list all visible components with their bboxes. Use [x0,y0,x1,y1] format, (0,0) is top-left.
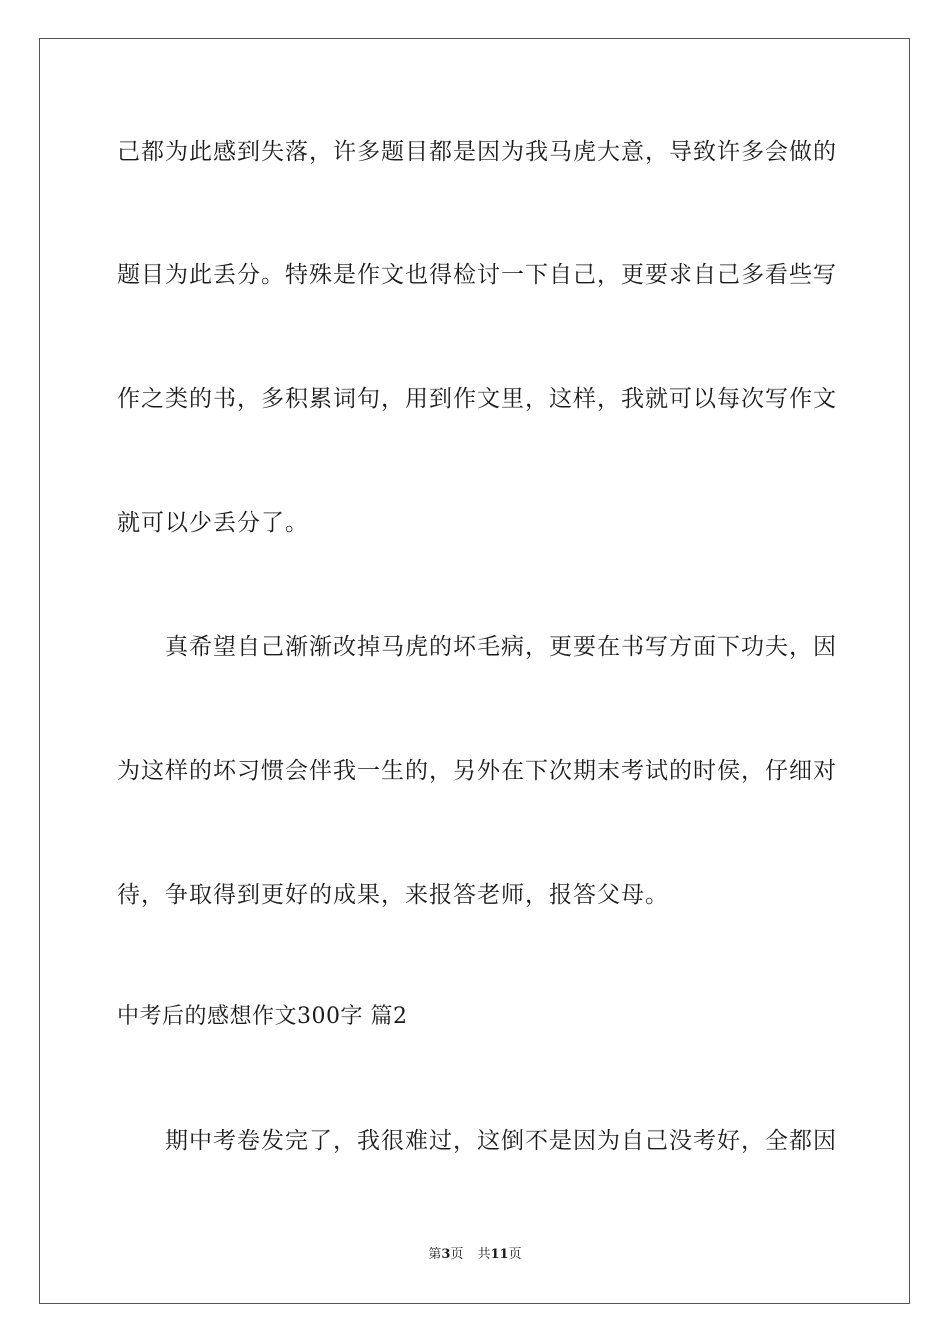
footer-total-suffix: 页 [508,1247,522,1262]
body-line-2: 题目为此丢分。特殊是作文也得检讨一下自己，更要求自己多看些写 [117,262,837,288]
body-line-8: 期中考卷发完了，我很难过，这倒不是因为自己没考好，全都因 [165,1128,837,1154]
footer-page-suffix: 页 [450,1247,464,1262]
section-heading: 中考后的感想作文300字 篇2 [117,1004,408,1029]
body-line-7: 待，争取得到更好的成果，来报答老师，报答父母。 [117,882,669,908]
body-line-1: 己都为此感到失落，许多题目都是因为我马虎大意，导致许多会做的 [117,139,837,165]
body-line-3: 作之类的书，多积累词句，用到作文里，这样，我就可以每次写作文 [117,386,837,412]
footer-page-prefix: 第 [428,1247,442,1262]
body-line-4: 就可以少丢分了。 [117,510,309,536]
footer-page-current: 3 [441,1247,451,1262]
body-line-6: 为这样的坏习惯会伴我一生的，另外在下次期末考试的时侯，仔细对 [117,758,837,784]
body-line-5: 真希望自己渐渐改掉马虎的坏毛病，更要在书写方面下功夫，因 [165,634,837,660]
footer-total-prefix: 共 [477,1247,491,1262]
footer-page-total: 11 [490,1247,509,1262]
page-footer [0,1246,950,1264]
page-border [39,38,910,1304]
